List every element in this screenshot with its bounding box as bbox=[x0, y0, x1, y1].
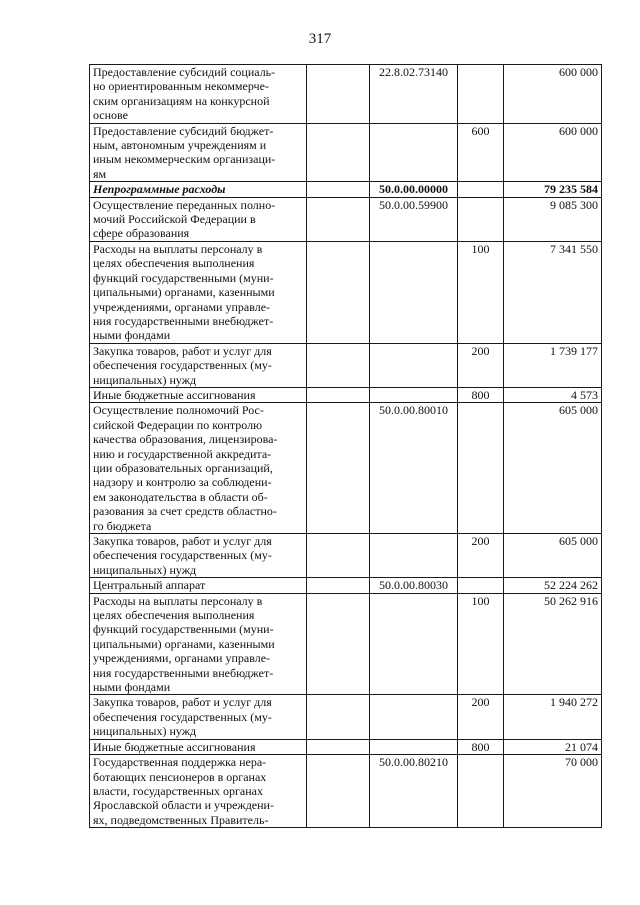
target-article-code: 50.0.00.80010 bbox=[370, 403, 458, 534]
row-name-line: Государственная поддержка нера- bbox=[93, 755, 267, 770]
row-name-line: ем законодательства в области об- bbox=[93, 489, 268, 504]
row-name-line: учреждениями, органами управле- bbox=[93, 651, 271, 666]
target-article-code: 50.0.00.59900 bbox=[370, 197, 458, 241]
amount-value: 1 940 272 bbox=[504, 695, 602, 739]
row-name-line: ниципальных) нужд bbox=[93, 372, 197, 387]
empty-cell bbox=[307, 387, 370, 402]
row-name-cell bbox=[90, 534, 307, 578]
empty-cell bbox=[307, 739, 370, 754]
table-row bbox=[90, 695, 602, 739]
row-name-line: Предоставление субсидий социаль- bbox=[93, 65, 276, 79]
target-article-code: 50.0.00.80210 bbox=[370, 755, 458, 828]
table-row bbox=[90, 241, 602, 343]
row-name-line: мочий Российской Федерации в bbox=[93, 212, 256, 227]
empty-cell bbox=[307, 534, 370, 578]
empty-cell bbox=[307, 755, 370, 828]
target-article-code: 50.0.00.00000 bbox=[370, 182, 458, 197]
amount-value: 21 074 bbox=[504, 739, 602, 754]
row-name-line: ния государственными внебюджет- bbox=[93, 665, 274, 680]
row-name-line: власти, государственных органах bbox=[93, 783, 263, 798]
empty-cell bbox=[307, 695, 370, 739]
page-number: 317 bbox=[308, 31, 332, 47]
empty-cell bbox=[307, 65, 370, 124]
row-name-line: Закупка товаров, работ и услуг для bbox=[93, 534, 272, 548]
expense-type-code bbox=[458, 65, 504, 124]
row-name-line: Закупка товаров, работ и услуг для bbox=[93, 343, 272, 358]
row-name-cell bbox=[90, 739, 307, 754]
table-row bbox=[90, 197, 602, 241]
amount-value: 50 262 916 bbox=[504, 593, 602, 695]
empty-cell bbox=[307, 123, 370, 182]
row-name-cell bbox=[90, 197, 307, 241]
row-name-line: Осуществление переданных полно- bbox=[93, 197, 276, 212]
amount-value: 9 085 300 bbox=[504, 197, 602, 241]
expense-type-code bbox=[458, 578, 504, 593]
amount-value: 70 000 bbox=[504, 755, 602, 828]
amount-value: 1 739 177 bbox=[504, 343, 602, 387]
amount-value: 600 000 bbox=[504, 123, 602, 182]
row-name-line: Закупка товаров, работ и услуг для bbox=[93, 695, 272, 710]
row-name-line: ниципальных) нужд bbox=[93, 562, 197, 577]
row-name-line: ским организациям на конкурсной bbox=[93, 93, 270, 108]
row-name-line: ях, подведомственных Правитель- bbox=[93, 812, 269, 827]
amount-value: 7 341 550 bbox=[504, 241, 602, 343]
row-name-line: но ориентированным некоммерче- bbox=[93, 79, 269, 94]
expense-type-code: 200 bbox=[458, 343, 504, 387]
amount-value: 52 224 262 bbox=[504, 578, 602, 593]
row-name-line: ния государственными внебюджет- bbox=[93, 313, 274, 328]
expense-type-code bbox=[458, 197, 504, 241]
expense-type-code: 200 bbox=[458, 534, 504, 578]
target-article-code bbox=[370, 593, 458, 695]
target-article-code bbox=[370, 123, 458, 182]
row-name-line: учреждениями, органами управле- bbox=[93, 299, 271, 314]
row-name-line: Расходы на выплаты персоналу в bbox=[93, 593, 263, 608]
table-row bbox=[90, 739, 602, 754]
row-name-line: Ярославской области и учреждени- bbox=[93, 798, 274, 813]
row-name-line: ным, автономным учреждениям и bbox=[93, 138, 267, 153]
empty-cell bbox=[307, 578, 370, 593]
row-name-line: ципальными) органами, казенными bbox=[93, 636, 275, 651]
table-row bbox=[90, 403, 602, 534]
row-name-cell bbox=[90, 343, 307, 387]
target-article-code bbox=[370, 343, 458, 387]
amount-value: 605 000 bbox=[504, 534, 602, 578]
row-name-line: ции образовательных организаций, bbox=[93, 460, 273, 475]
amount-value: 600 000 bbox=[504, 65, 602, 124]
expense-type-code: 200 bbox=[458, 695, 504, 739]
row-name-cell bbox=[90, 387, 307, 402]
table-row bbox=[90, 343, 602, 387]
amount-value: 605 000 bbox=[504, 403, 602, 534]
target-article-code bbox=[370, 387, 458, 402]
row-name-cell bbox=[90, 65, 307, 124]
target-article-code: 50.0.00.80030 bbox=[370, 578, 458, 593]
row-name-line: разования за счет средств областно- bbox=[93, 504, 277, 519]
table-row bbox=[90, 182, 602, 197]
budget-table bbox=[89, 64, 602, 828]
row-name-line: обеспечения государственных (му- bbox=[93, 358, 272, 373]
table-row bbox=[90, 593, 602, 695]
empty-cell bbox=[307, 403, 370, 534]
table-row bbox=[90, 755, 602, 828]
row-name-cell bbox=[90, 182, 307, 197]
row-name-cell bbox=[90, 403, 307, 534]
row-name-line: целях обеспечения выполнения bbox=[93, 256, 255, 271]
table-row bbox=[90, 387, 602, 402]
table-row bbox=[90, 123, 602, 182]
row-name-line: ными фондами bbox=[93, 328, 171, 343]
empty-cell bbox=[307, 241, 370, 343]
target-article-code bbox=[370, 241, 458, 343]
row-name-line: Непрограммные расходы bbox=[93, 182, 226, 197]
row-name-cell bbox=[90, 123, 307, 182]
row-name-cell bbox=[90, 593, 307, 695]
expense-type-code bbox=[458, 403, 504, 534]
row-name-line: надзору и контролю за соблюдени- bbox=[93, 475, 272, 490]
row-name-line: качества образования, лицензирова- bbox=[93, 432, 278, 447]
empty-cell bbox=[307, 593, 370, 695]
row-name-line: целях обеспечения выполнения bbox=[93, 608, 255, 623]
empty-cell bbox=[307, 197, 370, 241]
expense-type-code: 800 bbox=[458, 387, 504, 402]
table-row bbox=[90, 578, 602, 593]
row-name-line: Центральный аппарат bbox=[93, 578, 206, 593]
row-name-cell bbox=[90, 578, 307, 593]
row-name-line: иным некоммерческим организаци- bbox=[93, 152, 276, 167]
expense-type-code bbox=[458, 182, 504, 197]
row-name-line: ниципальных) нужд bbox=[93, 724, 197, 739]
row-name-line: сийской Федерации по контролю bbox=[93, 417, 263, 432]
row-name-cell bbox=[90, 695, 307, 739]
amount-value: 4 573 bbox=[504, 387, 602, 402]
expense-type-code: 800 bbox=[458, 739, 504, 754]
row-name-line: ными фондами bbox=[93, 680, 171, 695]
row-name-line: Предоставление субсидий бюджет- bbox=[93, 123, 274, 138]
table-row bbox=[90, 65, 602, 124]
row-name-line: функций государственными (муни- bbox=[93, 622, 274, 637]
expense-type-code: 100 bbox=[458, 241, 504, 343]
target-article-code bbox=[370, 739, 458, 754]
row-name-line: нию и государственной аккредита- bbox=[93, 446, 272, 461]
target-article-code: 22.8.02.73140 bbox=[370, 65, 458, 124]
target-article-code bbox=[370, 695, 458, 739]
row-name-line: го бюджета bbox=[93, 518, 152, 533]
row-name-line: сфере образования bbox=[93, 226, 190, 241]
row-name-line: функций государственными (муни- bbox=[93, 270, 274, 285]
expense-type-code bbox=[458, 755, 504, 828]
row-name-line: обеспечения государственных (му- bbox=[93, 709, 272, 724]
empty-cell bbox=[307, 343, 370, 387]
row-name-line: основе bbox=[93, 108, 128, 123]
row-name-line: ципальными) органами, казенными bbox=[93, 285, 275, 300]
row-name-line: Расходы на выплаты персоналу в bbox=[93, 241, 263, 256]
amount-value: 79 235 584 bbox=[504, 182, 602, 197]
row-name-line: ботающих пенсионеров в органах bbox=[93, 769, 267, 784]
expense-type-code: 600 bbox=[458, 123, 504, 182]
row-name-line: обеспечения государственных (му- bbox=[93, 548, 272, 563]
row-name-line: Иные бюджетные ассигнования bbox=[93, 387, 256, 402]
expense-type-code: 100 bbox=[458, 593, 504, 695]
row-name-cell bbox=[90, 755, 307, 828]
table-row bbox=[90, 534, 602, 578]
target-article-code bbox=[370, 534, 458, 578]
row-name-line: Иные бюджетные ассигнования bbox=[93, 739, 256, 754]
empty-cell bbox=[307, 182, 370, 197]
row-name-line: ям bbox=[93, 166, 107, 181]
row-name-line: Осуществление полномочий Рос- bbox=[93, 403, 264, 418]
budget-table-body bbox=[90, 65, 602, 828]
row-name-cell bbox=[90, 241, 307, 343]
